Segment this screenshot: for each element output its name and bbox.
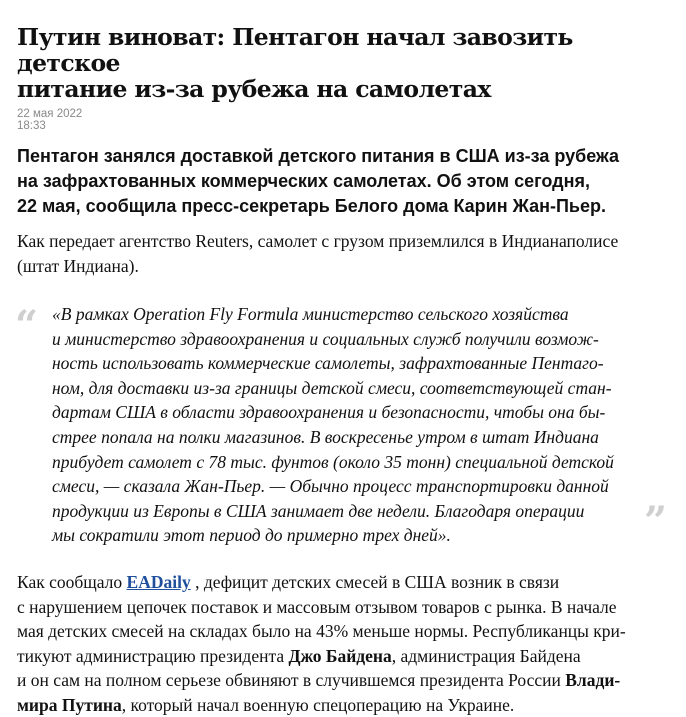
quote-line: дартам США в области здравоохранения и безопасности, чтобы она бы- — [52, 402, 606, 423]
quote-line: прибудет самолет с 78 тыс. фунтов (около 35 тонн) специальной детской — [52, 451, 614, 472]
person-name-putin-part1: Влади- — [565, 670, 621, 690]
blockquote — [17, 302, 667, 554]
article — [17, 24, 667, 717]
lead-line-2: на зафрахтованных коммерческих самолетах. Об этом сегодня, — [17, 171, 590, 191]
p2-text: Как сообщало — [17, 572, 127, 592]
eadaily-source-link[interactable]: EADaily — [126, 572, 191, 592]
title-line-1: Путин виноват: Пентагон начал завозить детское — [17, 23, 573, 77]
lead-line-3: 22 мая, сообщила пресс-секретарь Белого дома Карин Жан-Пьер. — [17, 196, 606, 216]
open-quote-icon: “ — [15, 302, 39, 349]
title-line-2: питание из-за рубежа на самолетах — [17, 75, 491, 103]
publish-date: 22 мая 2022 — [17, 108, 83, 120]
person-name-putin-part2: мира Путина — [17, 694, 122, 715]
p2-text: мая детских смесей на складах было на 43% меньше нормы. Республиканцы кри- — [17, 621, 626, 641]
p1-line-1: Как передает агентство Reuters, самолет с грузом приземлился в Индианаполисе — [17, 231, 619, 251]
paragraph-1 — [17, 229, 667, 278]
article-title — [17, 24, 667, 102]
quote-line: стрее попала на полки магазинов. В воскресенье утром в штат Индиана — [52, 426, 599, 447]
quote-line: и министерство здравоохранения и социальных служб получили возмож- — [52, 328, 599, 349]
close-quote-icon: ” — [643, 498, 667, 545]
quote-line: ность использовать коммерческие самолеты, зафрахтованные Пентаго- — [52, 353, 604, 374]
quote-line: ном, для доставки из-за границы детской смеси, соответствующей стан- — [52, 377, 612, 398]
p2-text: тикуют администрацию президента — [17, 645, 289, 666]
quote-line: «В рамках Operation Fly Formula министерство сельского хозяйства — [52, 304, 569, 324]
quote-line: продукции из Европы в США занимает две недели. Благодаря операции — [52, 500, 585, 521]
p2-text: и он сам на полном серьезе обвиняют в случившемся президента России — [17, 670, 566, 690]
person-name-biden: Джо Байдена — [288, 645, 392, 666]
lead-line-1: Пентагон занялся доставкой детского питания в США из-за рубежа — [17, 146, 620, 166]
p2-text: , администрация Байдена — [391, 645, 581, 666]
article-lead — [17, 144, 667, 219]
paragraph-2 — [17, 570, 667, 717]
p2-text: с нарушением цепочек поставок и массовым отзывом товаров с рынка. В начале — [17, 596, 617, 617]
quote-text — [52, 302, 632, 548]
quote-line: мы сократили этот период до примерно трех дней». — [52, 525, 451, 546]
p2-text: , дефицит детских смесей в США возник в связи — [190, 572, 560, 592]
p1-line-2: (штат Индиана). — [17, 255, 139, 276]
p2-text: , который начал военную спецоперацию на Украине. — [121, 694, 515, 715]
quote-line: смеси, — сказала Жан-Пьер. — Обычно процесс транспортировки данной — [52, 476, 609, 497]
publish-meta — [17, 108, 667, 132]
publish-time: 18:33 — [17, 120, 46, 132]
